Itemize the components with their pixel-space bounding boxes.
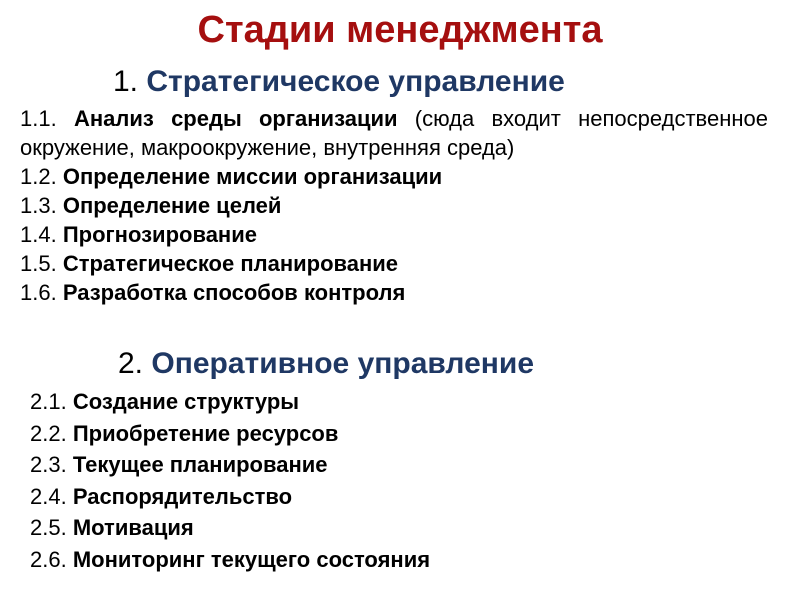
section-number: 1.	[113, 65, 139, 98]
slide-title: Стадии менеджмента	[197, 9, 603, 51]
item-number: 2.5.	[30, 515, 67, 540]
item-text: Стратегическое планирование	[62, 251, 399, 276]
section-heading-operational	[118, 346, 534, 382]
list-item	[20, 104, 768, 162]
item-text: Приобретение ресурсов	[72, 420, 339, 446]
strategic-items-list	[20, 104, 768, 307]
item-number: 1.5.	[20, 251, 57, 276]
item-text: Мониторинг текущего состояния	[72, 546, 431, 572]
item-number: 1.2.	[20, 164, 57, 189]
item-number: 1.4.	[20, 222, 57, 247]
item-number: 1.6.	[20, 280, 57, 305]
section-number: 2.	[118, 347, 144, 380]
item-number: 1.3.	[20, 193, 57, 218]
item-text: Создание структуры	[72, 389, 300, 414]
item-number: 1.1.	[20, 106, 57, 131]
item-number: 2.1.	[30, 389, 67, 414]
list-item	[20, 191, 768, 220]
item-number: 2.4.	[30, 483, 67, 509]
item-note: (сюда входит непосредственное окружение, макроокружение, внутренняя среда)	[20, 106, 768, 160]
list-item	[30, 481, 430, 513]
section-heading-strategic	[113, 64, 565, 100]
list-item	[20, 249, 768, 278]
item-number: 2.2.	[30, 420, 67, 446]
item-text: Анализ среды организации	[73, 106, 398, 131]
list-item	[30, 386, 430, 418]
item-text: Мотивация	[72, 515, 194, 540]
item-number: 2.6.	[30, 546, 67, 572]
list-item	[20, 220, 768, 249]
item-text: Распорядительство	[72, 483, 293, 509]
section-name: Стратегическое управление	[146, 65, 565, 98]
item-text: Текущее планирование	[72, 452, 328, 477]
list-item	[20, 278, 768, 307]
list-item	[30, 512, 430, 544]
item-text: Определение миссии организации	[62, 164, 443, 189]
operational-items-list	[30, 386, 430, 575]
item-number: 2.3.	[30, 452, 67, 477]
list-item	[30, 449, 430, 481]
item-text: Прогнозирование	[62, 222, 257, 247]
list-item	[20, 162, 768, 191]
list-item	[30, 544, 430, 576]
section-name: Оперативное управление	[151, 347, 535, 380]
item-text: Определение целей	[62, 193, 282, 218]
list-item	[30, 418, 430, 450]
item-text: Разработка способов контроля	[62, 280, 406, 305]
